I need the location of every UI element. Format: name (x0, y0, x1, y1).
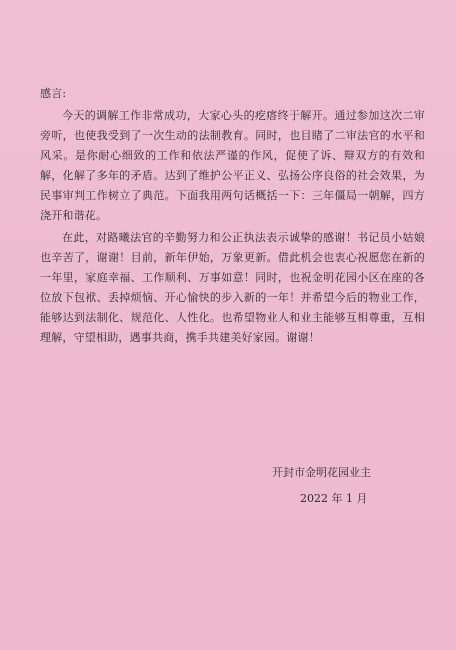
signature-organization: 开封市金明花园业主 (272, 466, 371, 479)
signature-block (270, 460, 371, 512)
paragraph-mediation: 今天的调解工作非常成功，大家心头的疙瘩终于解开。通过参加这次二审旁听，也使我受到了一次生动的法制教育。同时，也目睹了二审法官的水平和风采。是你耐心细致的工作和依法严谨的作风，促使了诉、辩双方的有效和解，化解了多年的矛盾。达到了维护公平正义、弘扬公序良俗的社会效果，为民事审判工作树立了典范。下面我用两句话概括一下：三年僵局一朝解，四方浇开和谐花。 (40, 109, 425, 222)
letter-body (40, 84, 425, 348)
salutation: 感言: (40, 87, 67, 100)
paragraph-thanks: 在此，对路曦法官的辛勤努力和公正执法表示诚挚的感谢！书记员小姑娘也辛苦了，谢谢！目前，新年伊始，万象更新。借此机会也衷心祝愿您在新的一年里，家庭幸福、工作顺利、万事如意！同时，也祝金明花园小区在座的各位放下包袱、丢掉烦恼、开心愉快的步入新的一年！并希望今后的物业工作，能够达到法制化、规范化、人性化。也希望物业人和业主能够互相尊重，互相理解，守望相助，遇事共商，携手共建美好家园。谢谢！ (40, 231, 425, 344)
signature-date: 2022 年 1 月 (300, 492, 368, 505)
